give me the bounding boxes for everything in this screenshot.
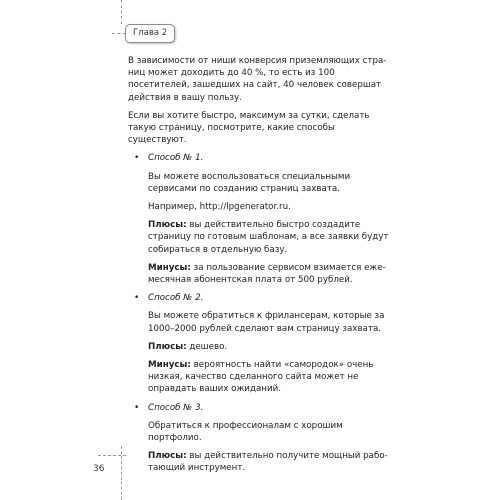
pros-text: вы действительно быстро создадите страницу по готовым шаблонам, а все заявки будут собираться в отдельную базу. bbox=[148, 220, 389, 255]
method-title: Способ № 1. bbox=[148, 153, 204, 164]
cons-text: за пользование сервисом взимается ежемесячная абонентская плата от 500 рублей. bbox=[148, 262, 386, 286]
method-title: Способ № 3. bbox=[148, 402, 204, 413]
chapter-badge: Глава 2 bbox=[125, 24, 175, 43]
method-2-pros bbox=[148, 341, 393, 353]
cons-label: Минусы: bbox=[148, 360, 191, 371]
method-3-title bbox=[128, 402, 393, 414]
method-1-text: Вы можете воспользоваться специальными сервисами по созданию страниц захвата. bbox=[148, 171, 351, 194]
page-content bbox=[128, 55, 393, 481]
margin-guide-top-tick bbox=[112, 33, 126, 34]
method-3-pros bbox=[148, 450, 393, 474]
method-3-body bbox=[128, 420, 393, 475]
method-1-example: Например, http://lpgenerator.ru. bbox=[148, 202, 291, 213]
method-3-text: Обратиться к профессионалам с хорошим портфолио. bbox=[148, 420, 343, 444]
pros-label: Плюсы: bbox=[148, 341, 187, 352]
margin-guide-bottom-tick bbox=[98, 455, 126, 456]
bullet-icon: • bbox=[134, 293, 140, 304]
method-title: Способ № 2. bbox=[148, 293, 204, 304]
method-2-body bbox=[128, 310, 393, 395]
method-1-cons bbox=[148, 262, 393, 286]
pros-label: Плюсы: bbox=[148, 220, 187, 231]
intro-paragraph-1: В зависимости от ниши конверсия приземляющих страниц может доходить до 40 %, то есть из 100 посетителей, зашедших на сайт, 40 человек совершат действия в вашу пользу. bbox=[128, 56, 387, 103]
pros-text: дешево. bbox=[189, 341, 228, 352]
method-1-pros bbox=[148, 219, 393, 256]
intro-paragraph-2: Если вы хотите быстро, максимум за сутки, сделать такую страницу, посмотрите, какие способы существуют. bbox=[128, 110, 370, 146]
pros-text: вы действительно получите мощный работающий инструмент. bbox=[148, 451, 388, 474]
bullet-icon: • bbox=[134, 402, 140, 413]
method-2-title bbox=[128, 292, 393, 304]
margin-guide-top bbox=[121, 0, 122, 24]
pros-label: Плюсы: bbox=[148, 451, 187, 462]
method-1-body bbox=[128, 171, 393, 287]
method-2-text: Вы можете обратиться к фрилансерам, которые за 1000–2000 рублей сделают вам страницу захвата. bbox=[148, 311, 385, 334]
cons-label: Минусы: bbox=[148, 262, 191, 273]
method-2-cons bbox=[148, 359, 393, 396]
cons-text: вероятность найти «самородок» очень низкая, качество сделанного сайта может не оправдать ваших ожиданий. bbox=[148, 360, 374, 395]
bullet-icon: • bbox=[134, 153, 140, 164]
page-number: 36 bbox=[93, 464, 105, 474]
method-1-title bbox=[128, 152, 393, 164]
